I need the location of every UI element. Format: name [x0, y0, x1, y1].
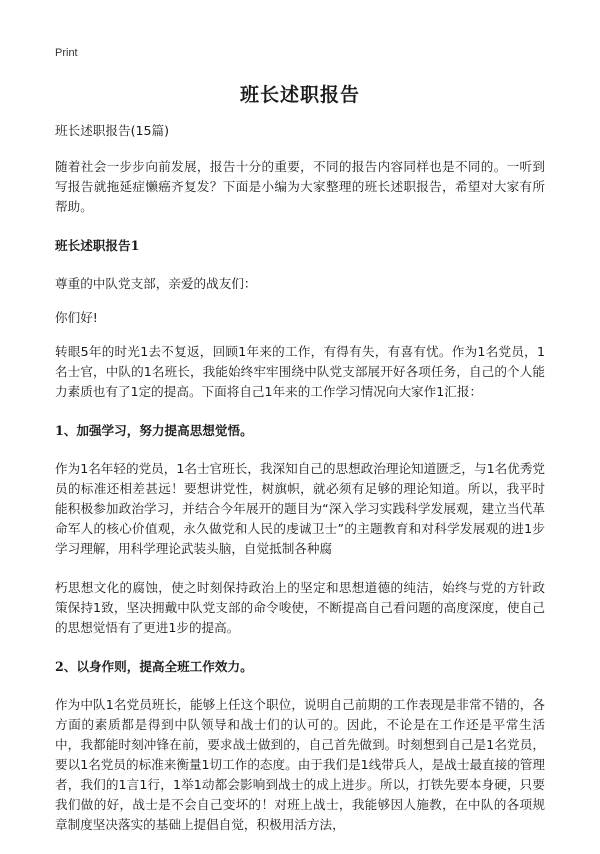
- body-paragraph-1: 转眼5年的时光1去不复返，回顾1年来的工作，有得有失，有喜有忧。作为1名党员，1名士官，中队的1名班长，我能始终牢牢围绕中队党支部展开好各项任务，自己的个人能力素质也有了1定的提高。下面将自己1年来的工作学习情况向大家作1汇报：: [55, 344, 545, 399]
- document-subtitle: 班长述职报告(15篇): [55, 123, 170, 138]
- intro-paragraph: 随着社会一步步向前发展，报告十分的重要，不同的报告内容同样也是不同的。一听到写报告就拖延症懒癌齐复发？下面是小编为大家整理的班长述职报告，希望对大家有所帮助。: [55, 159, 545, 214]
- body-paragraph-3: 朽思想文化的腐蚀，使之时刻保持政治上的坚定和思想道德的纯洁，始终与党的方针政策保持1致，坚决拥戴中队党支部的命令唆使，不断提高自己看问题的高度深度，使自己的思想觉悟有了更进1步的提高。: [55, 580, 545, 635]
- document-title: 班长述职报告: [239, 84, 360, 106]
- document-body: [55, 121, 545, 854]
- section-heading: 班长述职报告1: [55, 238, 140, 253]
- subheading-1: 1、加强学习，努力提高思想觉悟。: [55, 423, 253, 438]
- subheading-2: 2、以身作则，提高全班工作效力。: [55, 659, 253, 674]
- greeting: 你们好!: [55, 310, 98, 325]
- body-paragraph-4: 作为中队1名党员班长，能够上任这个职位，说明自己前期的工作表现是非常不错的，各方面的素质都是得到中队领导和战士们的认可的。因此，不论是在工作还是平常生活中，我都能时刻冲锋在前，要求战士做到的，自己首先做到。时刻想到自己是1名党员，要以1名党员的标准来衡量1切工作的态度。由于我们是1线带兵人，是战士最直接的管理者，我们的1言1行，1举1动都会影响到战士的成上进步。所以，打铁先要本身硬，只要我们做的好，战士是不会自己变坏的！对班上战士，我能够因人施教，在中队的各项规章制度坚决落实的基础上提倡自觉，积极用活方法，: [55, 697, 546, 832]
- print-link[interactable]: Print: [55, 47, 78, 59]
- salutation: 尊重的中队党支部，亲爱的战友们：: [55, 276, 257, 291]
- body-paragraph-2: 作为1名年轻的党员，1名士官班长，我深知自己的思想政治理论知道匮乏，与1名优秀党员的标准还相差甚远！要想讲党性，树旗帜，就必须有足够的理论知道。所以，我平时能积极参加政治学习，并结合今年展开的题目为“深入学习实践科学发展观，建立当代革命军人的核心价值观，永久做党和人民的虔诚卫士”的主题教育和对科学发展观的进1步学习理解，用科学理论武装头脑，自觉抵制各种腐: [55, 461, 546, 556]
